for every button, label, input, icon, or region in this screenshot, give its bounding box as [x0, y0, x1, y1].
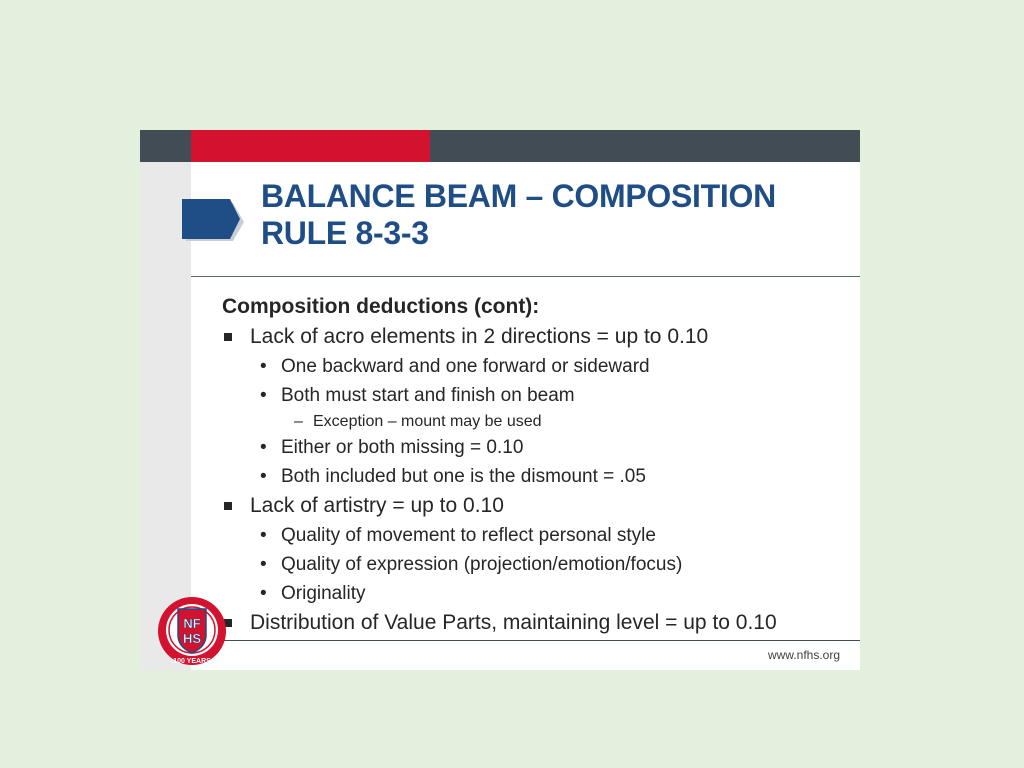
round-bullet: • [260, 437, 267, 458]
square-bullet [224, 333, 232, 341]
sub-bullet-item [222, 521, 858, 550]
bullet-text: Either or both missing = 0.10 [281, 437, 524, 458]
round-bullet: • [260, 583, 267, 604]
svg-text:HS: HS [182, 631, 202, 646]
title-divider [191, 276, 860, 277]
title-line-1: BALANCE BEAM – COMPOSITION [261, 178, 776, 214]
sub-bullet-item [222, 433, 858, 462]
footer-url: www.nfhs.org [767, 648, 840, 662]
bullet-text: Distribution of Value Parts, maintaining level = up to 0.10 [250, 611, 777, 634]
bullet-text: Quality of movement to reflect personal style [281, 525, 656, 546]
slide-body [222, 292, 858, 638]
slide-title [261, 178, 851, 252]
round-bullet: • [260, 525, 267, 546]
bullet-text: Both included but one is the dismount = .05 [281, 466, 646, 487]
sub-sub-bullet-item [222, 410, 858, 433]
bullet-text: One backward and one forward or sideward [281, 356, 650, 377]
sub-bullet-item [222, 381, 858, 410]
sub-bullet-item [222, 579, 858, 608]
dash-bullet: – [294, 413, 303, 430]
slide [140, 130, 860, 670]
round-bullet: • [260, 466, 267, 487]
svg-text:100 YEARS: 100 YEARS [173, 658, 211, 665]
square-bullet [224, 502, 232, 510]
footer-divider [191, 640, 860, 641]
top-bar [140, 130, 860, 162]
round-bullet: • [260, 554, 267, 575]
sub-bullet-item [222, 462, 858, 491]
round-bullet: • [260, 356, 267, 377]
svg-text:NF: NF [183, 616, 201, 631]
bullet-text: Lack of acro elements in 2 directions = up to 0.10 [250, 325, 709, 348]
top-bar-red-accent [191, 130, 430, 162]
nfhs-logo [156, 595, 228, 667]
sub-bullet-item [222, 550, 858, 579]
bullet-text: Originality [281, 583, 366, 604]
sub-bullet-item [222, 352, 858, 381]
bullet-item [222, 322, 858, 352]
round-bullet: • [260, 385, 267, 406]
bullet-text: Exception – mount may be used [313, 413, 542, 430]
bullet-item [222, 491, 858, 521]
section-heading: Composition deductions (cont): [222, 295, 540, 318]
arrow-tab-icon [180, 197, 248, 247]
bullet-text: Both must start and finish on beam [281, 385, 575, 406]
bullet-text: Lack of artistry = up to 0.10 [250, 494, 504, 517]
bullet-text: Quality of expression (projection/emotion/focus) [281, 554, 683, 575]
title-line-2: RULE 8-3-3 [261, 215, 429, 251]
bullet-item [222, 608, 858, 638]
